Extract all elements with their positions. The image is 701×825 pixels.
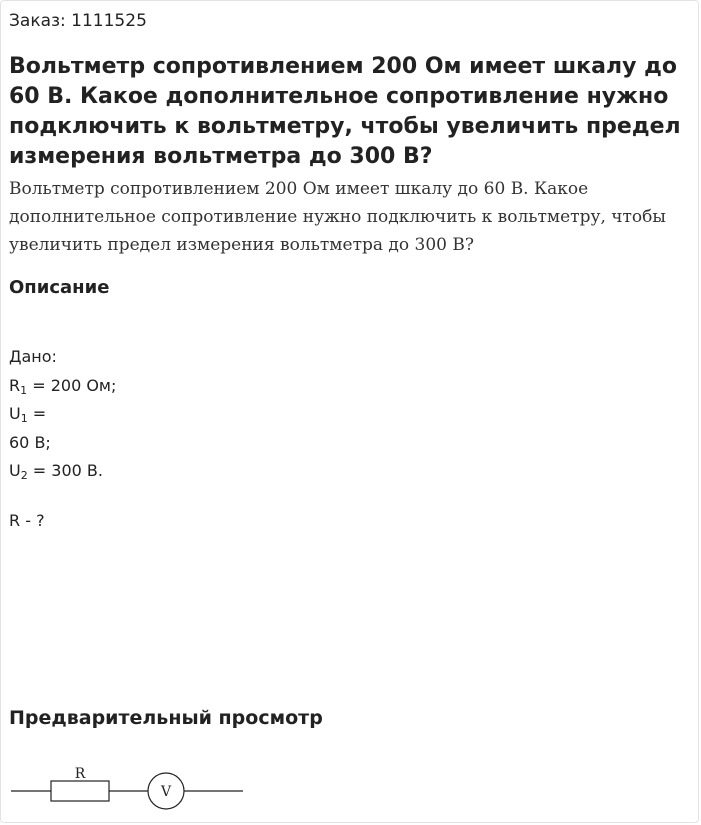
circuit-diagram [11, 761, 251, 813]
given-u2 [9, 457, 116, 486]
description-heading: Описание [9, 277, 110, 298]
given-r1 [9, 372, 116, 401]
u1-subscript: 1 [20, 412, 28, 425]
given-block [9, 343, 116, 486]
resistor-label: R [74, 766, 86, 782]
u2-subscript: 2 [20, 469, 28, 482]
u1-symbol: U [9, 404, 21, 423]
preview-heading: Предварительный просмотр [9, 707, 323, 729]
voltmeter-label: V [160, 784, 172, 800]
unknown-quantity: R - ? [9, 511, 45, 530]
order-number: Заказ: 1111525 [9, 11, 147, 31]
r1-symbol: R [9, 375, 21, 395]
resistor-symbol [51, 781, 109, 801]
r1-value: = 200 Ом; [27, 375, 117, 395]
given-u1-continued: 60 В; [9, 432, 51, 452]
question-text: Вольтметр сопротивлением 200 Ом имеет шкалу до 60 В. Какое дополнительное сопротивление нужно подключить к вольтметру, чтобы увеличить предел измерения вольтметра до 300 В? [9, 179, 666, 255]
page-title: Вольтметр сопротивлением 200 Ом имеет шкалу до 60 В. Какое дополнительное сопротивление нужно подключить к вольтметру, чтобы увеличить предел измерения вольтметра до 300 В? [9, 54, 681, 169]
u2-symbol: U [9, 461, 21, 480]
u1-value: = [27, 404, 47, 423]
u2-value: = 300 В. [27, 461, 103, 480]
given-u1 [9, 400, 116, 429]
r1-subscript: 1 [20, 383, 28, 397]
given-label: Дано: [9, 347, 57, 366]
